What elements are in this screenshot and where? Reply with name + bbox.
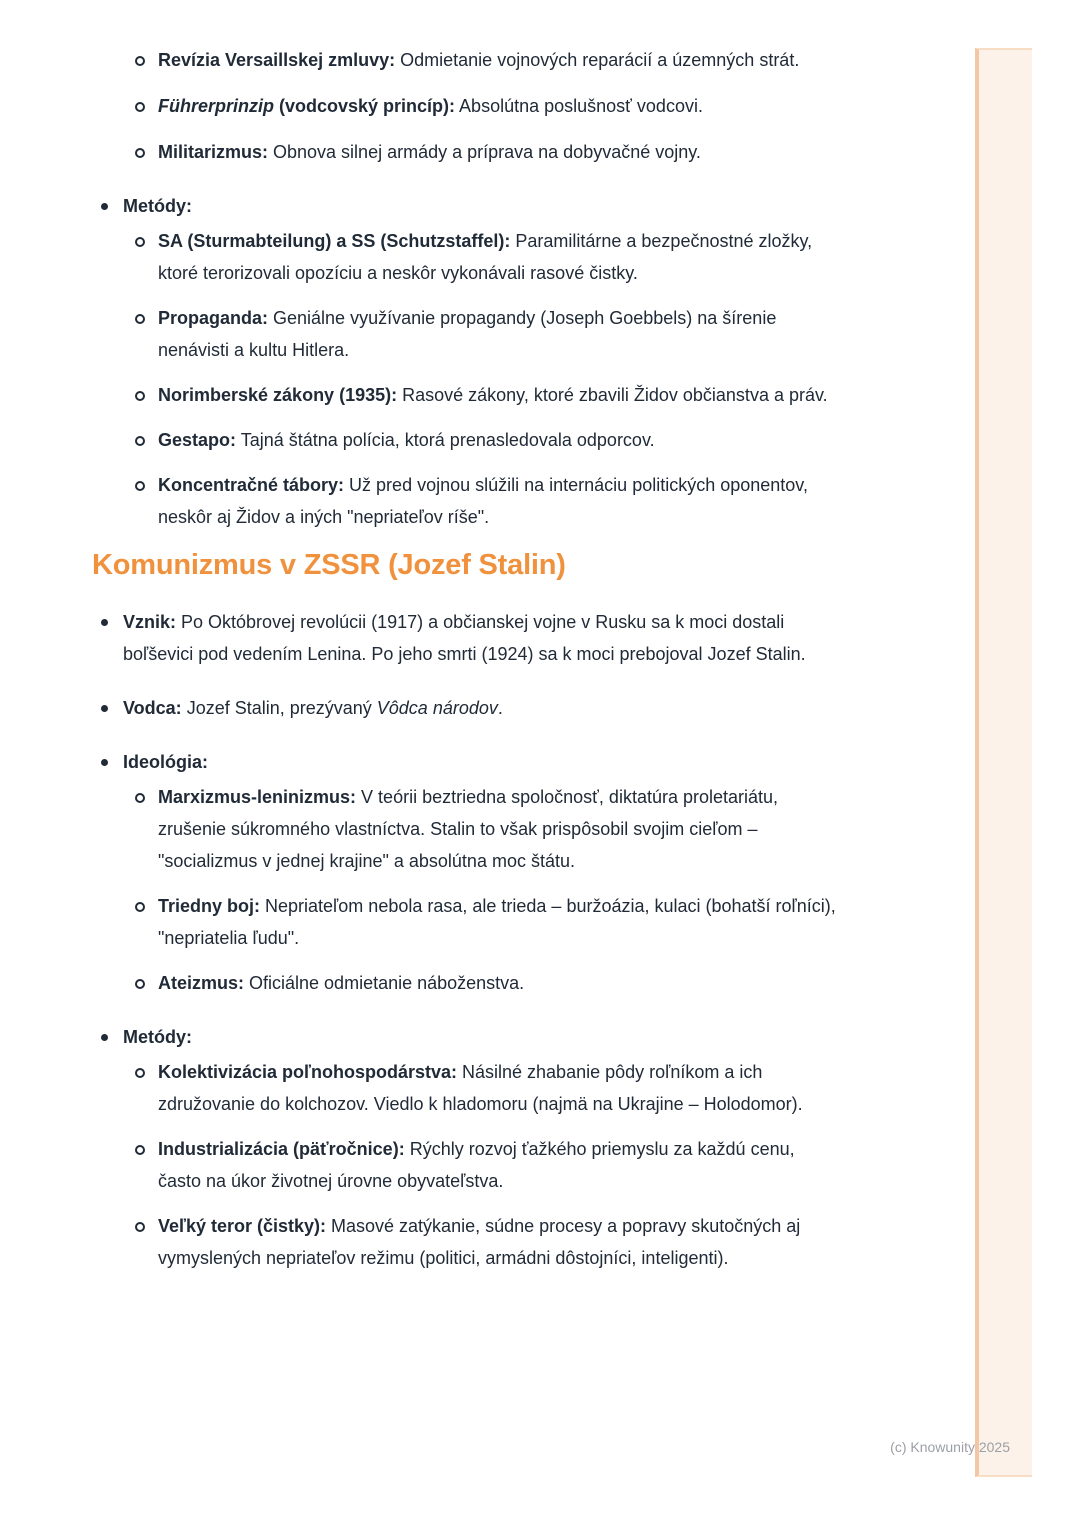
- body-text: Odmietanie vojnových reparácií a územných strát.: [395, 50, 800, 70]
- body-text: V teórii beztriedna spoločnosť, diktatúra proletariátu, zrušenie súkromného vlastníctva. Stalin to však prispôsobil svojim cieľom – "socializmus v jednej krajine" a absolútna moc štátu.: [158, 787, 779, 871]
- term-label: Metódy:: [123, 196, 192, 216]
- term-label: Metódy:: [123, 1027, 192, 1047]
- term-label: Industrializácia (päťročnice):: [158, 1139, 405, 1159]
- term-label: Norimberské zákony (1935):: [158, 385, 398, 405]
- nazism-ideology-sublist: [92, 44, 836, 168]
- communism-ideology-item: [92, 746, 836, 999]
- term-label: Veľký teror (čistky):: [158, 1216, 327, 1236]
- term-label: Propaganda:: [158, 308, 269, 328]
- list-item: [123, 469, 836, 533]
- list-item: [123, 1133, 836, 1197]
- body-text: Už pred vojnou slúžili na internáciu politických oponentov, neskôr aj Židov a iných "nepriateľov ríše".: [158, 475, 808, 527]
- section-heading: Komunizmus v ZSSR (Jozef Stalin): [92, 549, 566, 581]
- term-label-italic: Führerprinzip: [158, 96, 274, 116]
- list-item: [123, 302, 836, 366]
- list-item: [92, 136, 836, 168]
- term-label: Marxizmus-leninizmus:: [158, 787, 357, 807]
- body-text: Obnova silnej armády a príprava na dobyvačné vojny.: [268, 142, 701, 162]
- communism-ideology-sublist: [123, 781, 836, 999]
- term-label: SA (Sturmabteilung) a SS (Schutzstaffel):: [158, 231, 511, 251]
- list-item: [123, 1056, 836, 1120]
- term-label: Koncentračné tábory:: [158, 475, 345, 495]
- body-text: .: [497, 698, 503, 718]
- term-label: Vodca:: [123, 698, 182, 718]
- body-text: Nepriateľom nebola rasa, ale trieda – buržoázia, kulaci (bohatší roľníci), "nepriatelia ľudu".: [158, 896, 836, 948]
- vznik-item: [92, 606, 836, 670]
- term-label: Ateizmus:: [158, 973, 245, 993]
- nazism-methods-item: [92, 190, 836, 533]
- body-text: Násilné zhabanie pôdy roľníkom a ich združovanie do kolchozov. Viedlo k hladomoru (najmä na Ukrajine – Holodomor).: [158, 1062, 803, 1114]
- term-label: (vodcovský princíp):: [274, 96, 456, 116]
- body-text: Po Októbrovej revolúcii (1917) a občianskej vojne v Rusku sa k moci dostali boľševici pod vedením Lenina. Po jeho smrti (1924) sa k moci prebojoval Jozef Stalin.: [123, 612, 806, 664]
- body-text: Absolútna poslušnosť vodcovi.: [455, 96, 703, 116]
- communism-methods-sublist: [123, 1056, 836, 1274]
- watermark: (c) Knowunity 2025: [890, 1439, 1010, 1455]
- term-label: Vznik:: [123, 612, 177, 632]
- body-text: Jozef Stalin, prezývaný: [181, 698, 377, 718]
- list-item: [123, 379, 836, 411]
- list-item: [123, 1210, 836, 1274]
- italic-phrase: Vôdca národov: [376, 698, 498, 718]
- body-text: Rýchly rozvoj ťažkého priemyslu za každú cenu, často na úkor životnej úrovne obyvateľstva.: [158, 1139, 795, 1191]
- communism-methods-item: [92, 1021, 836, 1274]
- notes-content: [92, 44, 836, 1287]
- body-text: Geniálne využívanie propagandy (Joseph Goebbels) na šírenie nenávisti a kultu Hitlera.: [158, 308, 777, 360]
- vodca-item: [92, 692, 836, 724]
- list-item: [123, 225, 836, 289]
- page-edge-stripe: [975, 48, 1032, 1477]
- list-item: [123, 781, 836, 877]
- list-item: [123, 890, 836, 954]
- term-label: Revízia Versaillskej zmluvy:: [158, 50, 396, 70]
- body-text: Rasové zákony, ktoré zbavili Židov občianstva a práv.: [397, 385, 828, 405]
- term-label: Triedny boj:: [158, 896, 261, 916]
- list-item: [123, 967, 836, 999]
- body-text: Oficiálne odmietanie náboženstva.: [244, 973, 525, 993]
- body-text: Paramilitárne a bezpečnostné zložky, ktoré terorizovali opozíciu a neskôr vykonávali rasové čistky.: [158, 231, 813, 283]
- term-label: Gestapo:: [158, 430, 237, 450]
- list-item: [123, 424, 836, 456]
- list-item: [92, 44, 836, 76]
- body-text: Tajná štátna polícia, ktorá prenasledovala odporcov.: [236, 430, 655, 450]
- list-item: [92, 90, 836, 122]
- term-label: Militarizmus:: [158, 142, 269, 162]
- term-label: Kolektivizácia poľnohospodárstva:: [158, 1062, 457, 1082]
- nazism-methods-sublist: [123, 225, 836, 533]
- term-label: Ideológia:: [123, 752, 208, 772]
- body-text: Masové zatýkanie, súdne procesy a popravy skutočných aj vymyslených nepriateľov režimu (politici, armádni dôstojníci, inteligenti).: [158, 1216, 801, 1268]
